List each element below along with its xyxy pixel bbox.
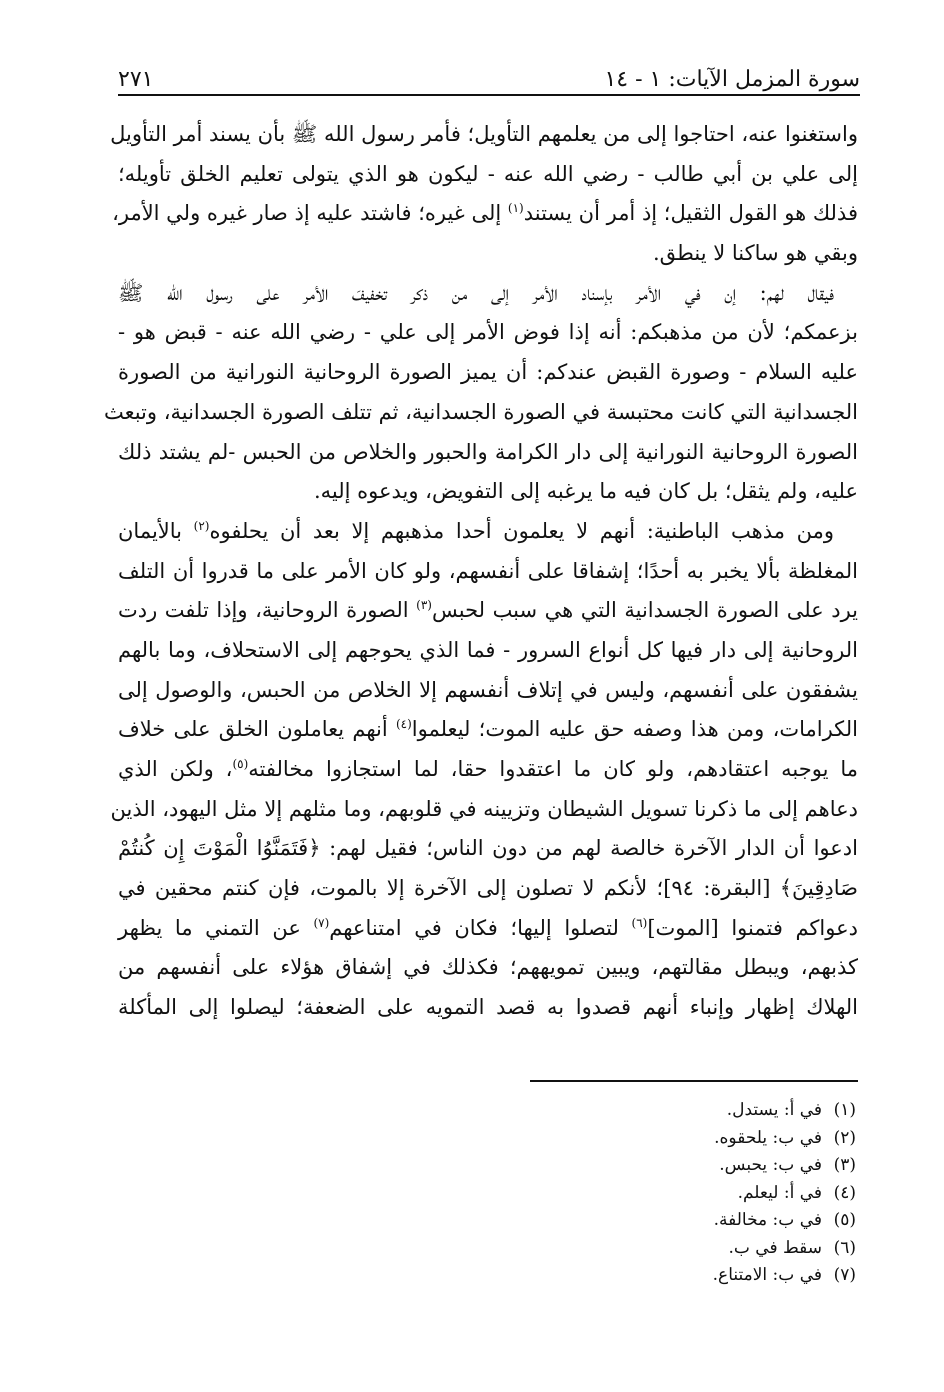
line-text: الصورة الروحانية النورانية إلى دار الكرامة والحبور والخلاص من الحبس -لم يشتد ذلك <box>118 439 858 464</box>
text-line <box>118 829 858 869</box>
line-text: الصورة الروحانية، وإذا تلفت ردت <box>118 598 417 623</box>
line-text: فذلك هو القول الثقيل؛ إذ أمر أن يستند <box>523 201 858 226</box>
line-text: دعواكم فتمنوا [الموت] <box>647 915 858 940</box>
page-number: ٢٧١ <box>118 67 154 92</box>
footnote-ref: (٧) <box>313 915 330 930</box>
line-text: إلى غيره؛ فاشتد عليه إذ صار غيره ولي الأمر، <box>112 201 508 226</box>
line-text: عليه، ولم يثقل؛ بل كان فيه ما يرغبه إلى التفويض، ويدعوه إليه. <box>313 479 858 504</box>
footnote-text: في ب: يحبس. <box>719 1155 822 1175</box>
line-text: عليه السلام - وصورة القبض عندكم: أن يميز الصورة الروحانية النورانية من الصورة <box>118 360 858 385</box>
line-text: أنهم يعاملون الخلق على خلاف <box>118 717 396 742</box>
line-text: ، ولكن الذي <box>118 757 233 781</box>
footnote <box>713 1262 856 1290</box>
footnote-number: (٢) <box>833 1127 856 1148</box>
text-line <box>118 552 858 592</box>
footnote-ref: (٦) <box>631 915 648 930</box>
page-header <box>118 58 860 92</box>
running-title: سورة المزمل الآيات: ١ - ١٤ <box>604 67 860 92</box>
text-line <box>118 591 858 631</box>
line-text: واستغنوا عنه، احتاجوا إلى من يعلمهم التأويل؛ فأمر رسول الله ﷺ بأن يسند أمر التأويل <box>110 122 858 146</box>
line-text: ادعوا أن الدار الآخرة خالصة لهم من دون الناس؛ فقيل لهم: ﴿فَتَمَنَّوُا الْمَوْتَ إِن كُنتُمْ <box>118 836 858 861</box>
footnote-number: (٦) <box>833 1237 856 1258</box>
line-text: صَادِقِينَ﴾ [البقرة: ٩٤]؛ لأنكم لا تصلون إلى الآخرة إلا بالموت، فإن كنتم محقين في <box>118 876 858 901</box>
line-text: الروحانية إلى دار فيها كل أنواع السرور - فما الذي يحوجهم إلى الاستحلاف، وما بالهم <box>118 637 858 662</box>
footnote <box>713 1180 856 1208</box>
footnote-text: في ب: مخالفة. <box>713 1210 822 1230</box>
line-text: الكرامات، ومن هذا وصفه حق عليه الموت؛ ليعلموا <box>411 717 859 742</box>
footnote-ref: (٢) <box>193 518 210 533</box>
footnote-rule <box>530 1080 858 1082</box>
footnotes <box>713 1097 856 1290</box>
footnote-text: في أ: يستدل. <box>726 1100 822 1120</box>
text-line <box>103 393 858 433</box>
text-line <box>112 194 858 234</box>
text-line <box>118 909 858 949</box>
footnote-ref: (٣) <box>416 598 432 613</box>
footnote <box>713 1207 856 1235</box>
footnote-number: (٤) <box>833 1182 856 1203</box>
line-text: وبقي هو ساكنا لا ينطق. <box>652 241 858 266</box>
footnote-text: في ب: الامتناع. <box>712 1265 822 1285</box>
footnote-number: (٣) <box>833 1155 856 1175</box>
line-text: دعاهم إلى ما ذكرنا تسويل الشيطان وتزيينه في قلوبهم، وما مثلهم إلا مثل اليهود، الذين <box>110 796 858 821</box>
text-line <box>118 671 858 711</box>
line-text: ما يوجبه اعتقادهم، ولو كان ما اعتقدوا حقا، لما استجازوا مخالفته <box>248 757 858 781</box>
footnote <box>713 1125 856 1153</box>
text-line <box>118 750 858 790</box>
text-line <box>118 512 858 552</box>
line-text: لتصلوا إليها؛ فكان في امتناعهم <box>329 915 632 940</box>
line-text: عن التمني ما يظهر <box>118 915 314 940</box>
text-line <box>118 234 858 274</box>
line-text: يرد على الصورة الجسدانية التي هي سبب لحبس <box>431 598 858 623</box>
header-rule <box>118 94 860 96</box>
footnote-text: في ب: يلحقوه. <box>714 1127 822 1148</box>
text-line <box>118 313 858 353</box>
line-text: بزعمكم؛ لأن من مذهبكم: أنه إذا فوض الأمر إلى علي - رضي الله عنه - قبض هو - <box>118 320 858 345</box>
footnote-number: (٥) <box>833 1210 856 1230</box>
line-text: كذبهم، ويبطل مقالتهم، ويبين تمويههم؛ فكذلك في إشفاق هؤلاء على أنفسهم من <box>118 955 858 980</box>
main-text <box>103 115 859 1028</box>
text-line <box>118 631 858 671</box>
line-text: يشفقون على أنفسهم، وليس في إتلاف أنفسهم إلا الخلاص من الحبس، والوصول إلى <box>118 677 858 702</box>
line-text: ومن مذهب الباطنية: أنهم لا يعلمون أحدا مذهبهم إلا بعد أن يحلفوه <box>209 518 834 543</box>
footnote <box>713 1152 856 1180</box>
text-line <box>110 790 858 830</box>
footnote-ref: (٥) <box>232 757 249 771</box>
text-line <box>118 988 858 1028</box>
text-line <box>118 433 858 473</box>
line-text: إلى علي بن أبي طالب - رضي الله عنه - ليكون هو الذي يتولى تعليم الخلق تأويله؛ <box>118 161 858 186</box>
line-text: الهلاك إظهار وإنباء أنهم قصدوا به قصد التمويه على الضعفة؛ ليصلوا إلى المأكلة <box>118 995 858 1020</box>
line-text: فيقال لهم: إن في الأمر بإسناد الأمر إلى من ذكر تخفيفَ الأمر على رسول الله ﷺ <box>118 280 834 305</box>
footnote-number: (١) <box>833 1100 856 1120</box>
text-line <box>118 710 858 750</box>
line-text: المغلظة بألا يخبر به أحدًا؛ إشفاقا على أنفسهم، ولو كان الأمر على ما قدروا أن التلف <box>118 558 858 583</box>
footnote-ref: (٤) <box>395 717 412 732</box>
footnote-text: سقط في ب. <box>728 1237 822 1258</box>
text-line <box>118 472 858 512</box>
text-line <box>118 948 858 988</box>
line-text: بالأيمان <box>118 518 194 543</box>
text-line <box>118 155 858 195</box>
footnote-ref: (١) <box>507 201 524 216</box>
footnote-number: (٧) <box>833 1265 856 1285</box>
text-line <box>110 115 858 155</box>
footnote <box>713 1097 856 1125</box>
line-text: الجسدانية التي كانت محتبسة في الصورة الجسدانية، ثم تتلف الصورة الجسدانية، وتبعث <box>103 399 858 424</box>
text-line <box>118 353 858 393</box>
text-line <box>118 274 858 314</box>
footnote-text: في أ: ليعلم. <box>737 1182 822 1203</box>
footnote <box>713 1235 856 1263</box>
text-line <box>118 869 858 909</box>
